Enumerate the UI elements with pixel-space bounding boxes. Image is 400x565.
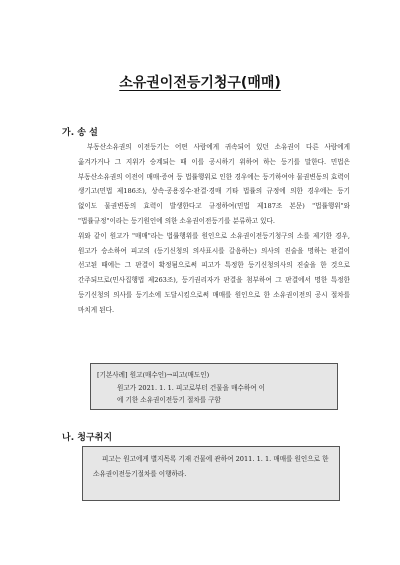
overview-paragraph-2: 위와 같이 원고가 "매매"라는 법률행위를 원인으로 소유권이전등기청구의 소를 제기한 경우, 원고가 승소하여 피고의 (등기신청의 의사표시를 갈음하는) 의사의 진술을 명하는 판결이 선고된 때에는 그 판결이 확정됨으로써 피고가 특정한 등기신청의사의 진술을 한 것으로 간주되므로(민사집행법 제263조), 등기권리자가 판결을 첨부하여 그 판결에서 명한 특정한 등기신청의 의사를 등기소에 도달시킴으로써 매매를 원인으로 한 소유권이전의 공시 절차를 마치게 된다. — [78, 231, 350, 314]
overview-body — [78, 140, 350, 318]
basic-case-line-2: 원고가 2021. 1. 1. 피고로부터 건물을 매수하여 이 — [117, 383, 266, 392]
claim-purpose-text: 피고는 원고에게 별지목록 기재 건물에 관하여 2011. 1. 1. 매매를 원인으로 한 소유권이전등기절차를 이행하라. — [93, 455, 329, 478]
overview-paragraph-1: 부동산소유권의 이전등기는 어떤 사람에게 귀속되어 있던 소유권이 다른 사람에게 옮겨가거나 그 지위가 승계되는 때 이를 공시하기 위하여 하는 등기를 말한다. 민법은 부동산소유권의 이전이 매매·증여 등 법률행위로 인한 경우에는 등기하여야 물권변동의 효력이 생기고(민법 제186조), 상속·공용징수·판결·경매 기타 법률의 규정에 의한 경우에는 등기 없이도 물권변동의 효력이 발생한다고 규정하여(민법 제187조 본문) "법률행위"와 "법률규정"이라는 등기원인에 의한 소유권이전등기를 분류하고 있다. — [78, 143, 350, 225]
section-heading-overview: 가. 송 설 — [62, 128, 98, 138]
basic-case-box — [90, 363, 338, 410]
basic-case-label: [기본사례] 원고(매수인)→피고(매도인) — [97, 371, 210, 379]
basic-case-line-3: 에 기한 소유권이전등기 절차를 구함 — [117, 396, 221, 404]
document-title: 소유권이전등기청구(매매) — [119, 75, 281, 91]
claim-purpose-box — [82, 446, 340, 501]
section-heading-claim: 나. 청구취지 — [62, 433, 113, 443]
